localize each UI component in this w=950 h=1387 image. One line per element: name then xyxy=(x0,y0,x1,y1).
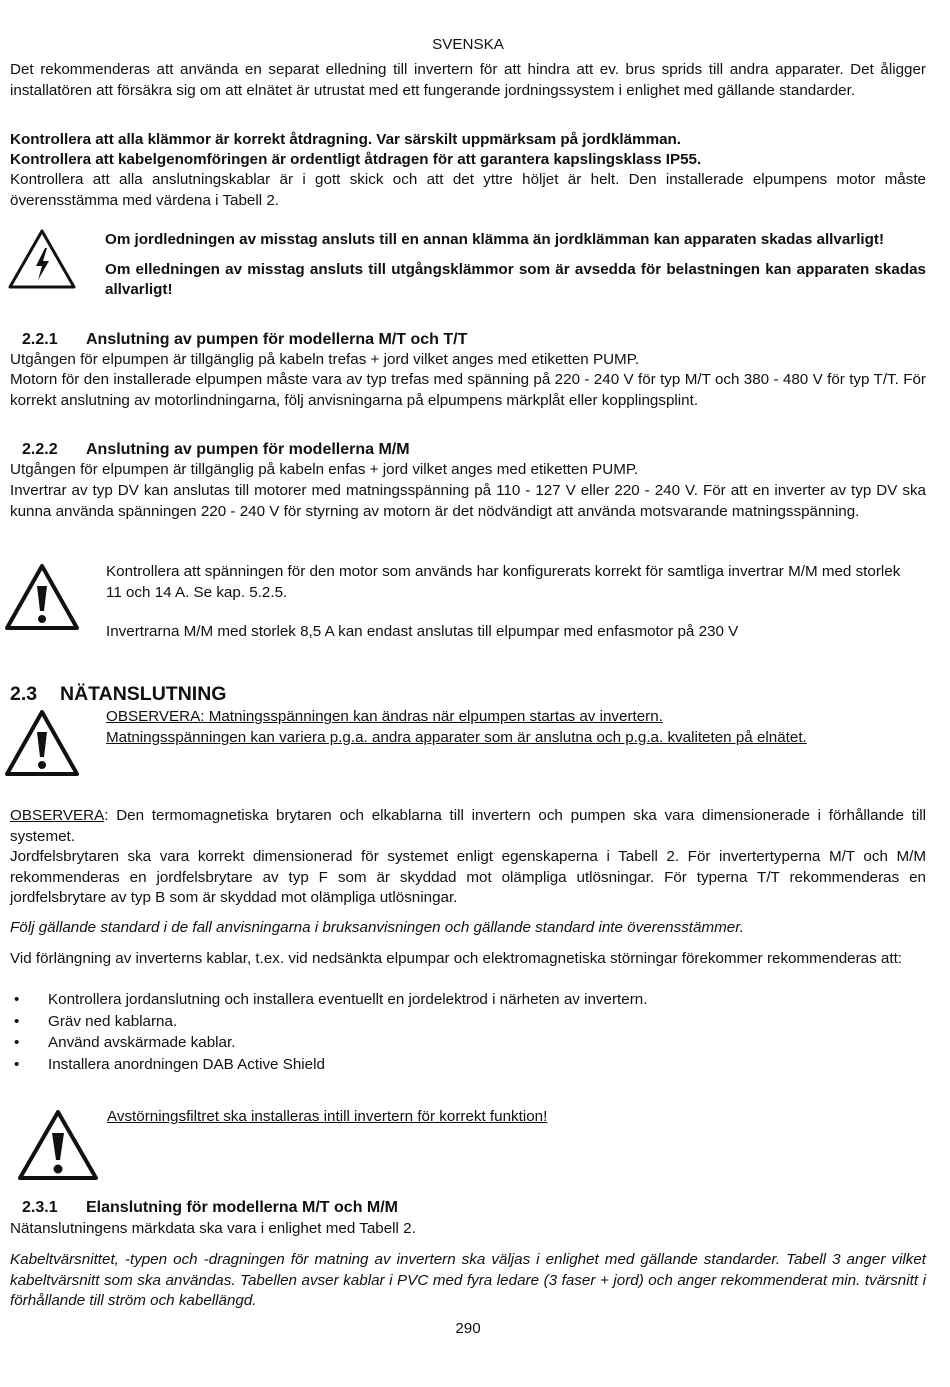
list-item: • Gräv ned kablarna. xyxy=(10,1011,926,1033)
section-heading-2-3-1 xyxy=(10,1199,926,1217)
s23-italic-note: Följ gällande standard i de fall anvisningarna i bruksanvisningen och gällande standard inte överensstämmer. xyxy=(10,919,744,936)
intro-paragraph: Det rekommenderas att använda en separat elledning till invertern för att hindra att ev. brus sprids till andra apparater. Det åligger installatören att försäkra sig om att elnätet är utrustat med ett fungerande jordningssystem i enlighet med gällande standarder. xyxy=(10,61,926,99)
section-title: Elanslutning för modellerna M/T och M/M xyxy=(86,1199,399,1216)
s23-paragraph-1: Jordfelsbrytaren ska vara korrekt dimensionerad för systemet enligt egenskaperna i Tabell 2. För invertertyperna M/T och M/M rekommenderas en jordfelsbrytare av typ F som är skyddad mot olämpliga utlösningar. För typerna T/T rekommenderas en jordfelsbrytare av typ B som är skyddad mot olämpliga utlösningar. xyxy=(10,848,926,906)
electric-warning-2: Om elledningen av misstag ansluts till utgångsklämmor som är avsedda för belastningen kan apparaten skadas allvarligt! xyxy=(105,260,926,298)
s222-paragraph-2: Invertrar av typ DV kan anslutas till motorer med matningsspänning på 110 - 127 V eller 220 - 240 V. För att en inverter av typ DV ska kunna använda spänningen 220 - 240 V för styrning av motorn är det nödvändigt att använda motsvarande matningsspänning. xyxy=(10,482,926,520)
intro-bold-2: Kontrollera att kabelgenomföringen är ordentligt åtdragen för att garantera kapslingsklass IP55. xyxy=(10,151,702,168)
electric-warning-block xyxy=(105,230,926,301)
section-heading-2-2-1 xyxy=(10,331,926,349)
warning-icon xyxy=(4,562,80,632)
section-heading-2-2-2 xyxy=(10,441,926,459)
intro-bold-1: Kontrollera att alla klämmor är korrekt åtdragning. Var särskilt uppmärksam på jordklämman. xyxy=(10,131,682,148)
warning-icon xyxy=(16,1108,100,1182)
list-item: • Installera anordningen DAB Active Shield xyxy=(10,1054,926,1076)
list-item: • Använd avskärmade kablar. xyxy=(10,1032,926,1054)
section-title: NÄTANSLUTNING xyxy=(60,683,227,705)
header-language: SVENSKA xyxy=(432,36,504,53)
s23-filter-warning: Avstörningsfiltret ska installeras intill invertern för korrekt funktion! xyxy=(107,1108,548,1125)
section-number: 2.2.1 xyxy=(22,331,58,348)
s231-paragraph-1: Nätanslutningens märkdata ska vara i enlighet med Tabell 2. xyxy=(10,1220,416,1237)
section-heading-2-3 xyxy=(10,683,926,706)
s23-observe-1: OBSERVERA: Matningsspänningen kan ändras när elpumpen startas av invertern. xyxy=(106,708,663,725)
s23-observe-paragraph xyxy=(10,806,926,847)
s23-paragraph-2: Vid förlängning av inverterns kablar, t.ex. vid nedsänkta elpumpar och elektromagnetiska störningar förekommer rekommenderas att: xyxy=(10,950,903,967)
s222-warning-2: Invertrarna M/M med storlek 8,5 A kan endast anslutas till elpumpar med enfasmotor på 230 V xyxy=(106,623,739,640)
section-number: 2.2.2 xyxy=(22,441,58,458)
s222-warning-1: Kontrollera att spänningen för den motor som används har konfigurerats korrekt för samtliga invertrar M/M med storlek 11 och 14 A. Se kap. 5.2.5. xyxy=(106,563,901,601)
electric-hazard-icon xyxy=(7,228,77,290)
s221-paragraph-2: Motorn för den installerade elpumpen måste vara av typ trefas med spänning på 220 - 240 V för typ M/T och 380 - 480 V för typ T/T. För korrekt anslutning av motorlindningarna, följ anvisningarna på elpumpens märkplåt eller kopplingsplint. xyxy=(10,371,926,409)
s23-observe-2: Matningsspänningen kan variera p.g.a. andra apparater som är anslutna och p.g.a. kvaliteten på elnätet. xyxy=(106,728,807,746)
s23-bullet-list xyxy=(10,989,926,1075)
section-title: Anslutning av pumpen för modellerna M/M xyxy=(86,441,410,458)
s222-paragraph-1: Utgången för elpumpen är tillgänglig på kabeln enfas + jord vilket anges med etiketten PUMP. xyxy=(10,461,639,478)
s23-observe-block xyxy=(106,707,926,748)
section-number: 2.3 xyxy=(10,683,38,705)
section-number: 2.3.1 xyxy=(22,1199,58,1216)
section-title: Anslutning av pumpen för modellerna M/T och T/T xyxy=(86,331,468,348)
page-number: 290 xyxy=(455,1320,481,1337)
warning-icon xyxy=(4,708,80,778)
s221-paragraph-1: Utgången för elpumpen är tillgänglig på kabeln trefas + jord vilket anges med etiketten PUMP. xyxy=(10,351,640,368)
observe-text: : Den termomagnetiska brytaren och elkablarna till invertern och pumpen ska vara dimensionerade i förhållande till systemet. xyxy=(10,807,926,845)
observe-label: OBSERVERA xyxy=(10,807,105,824)
s222-warning-block xyxy=(106,562,906,643)
list-item: • Kontrollera jordanslutning och installera eventuellt en jordelektrod i närheten av invertern. xyxy=(10,989,926,1011)
electric-warning-1: Om jordledningen av misstag ansluts till en annan klämma än jordklämman kan apparaten skadas allvarligt! xyxy=(105,231,885,248)
s231-italic-paragraph: Kabeltvärsnittet, -typen och -dragningen för matning av invertern ska väljas i enlighet med gällande standarder. Tabell 3 anger vilket kabeltvärsnitt som ska användas. Tabellen avser kablar i PVC med fyra ledare (3 faser + jord) och anger rekommenderat min. tvärsnitt i förhållande till ström och kabellängd. xyxy=(10,1251,926,1309)
intro-paragraph-2: Kontrollera att alla anslutningskablar är i gott skick och att det yttre höljet är helt. Den installerade elpumpens motor måste överensstämma med värdena i Tabell 2. xyxy=(10,171,926,209)
